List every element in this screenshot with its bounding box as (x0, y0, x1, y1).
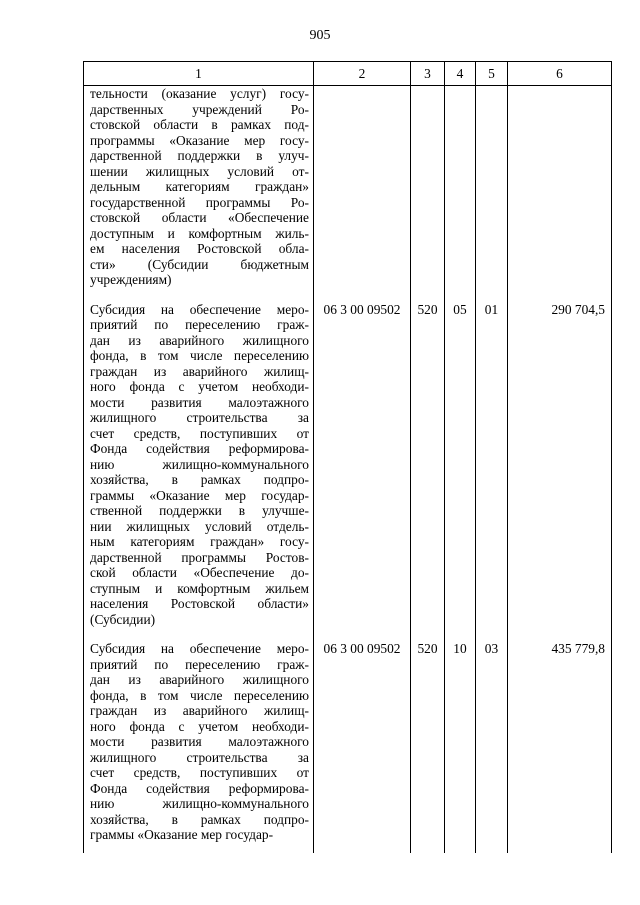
description-line: доступным и комфортным жиль- (90, 225, 309, 241)
description-line: хозяйства, в рамках подпро- (90, 472, 309, 487)
description-line: учреждениям) (90, 272, 172, 287)
row-description (84, 637, 314, 853)
subsection-code: 03 (476, 637, 508, 853)
row-description (84, 86, 314, 298)
expense-type: 520 (411, 298, 445, 638)
description-line: ступным и комфортным жильем (90, 580, 309, 596)
target-article-code: 06 3 00 09502 (314, 637, 411, 853)
description-line: ской области «Обеспечение до- (90, 565, 309, 580)
description-line: счет средств, поступивших от (90, 425, 309, 441)
description-line: дарственных учреждений Ро- (90, 101, 309, 117)
description-line: мости развития малоэтажного (90, 734, 309, 749)
section-code: 05 (445, 298, 476, 638)
description-line: приятий по переселению граж- (90, 656, 309, 672)
column-header-5: 5 (476, 62, 508, 86)
description-line: дарственной поддержки в улуч- (90, 148, 309, 163)
description-line: сти» (Субсидии бюджетным (90, 256, 309, 272)
description-line: Субсидия на обеспечение меро- (90, 641, 309, 656)
description-line: Фонда содействия реформирова- (90, 780, 309, 796)
page-number: 905 (309, 28, 331, 43)
column-header-6: 6 (508, 62, 612, 86)
description-line: мости развития малоэтажного (90, 394, 309, 410)
description-line: шении жилищных условий от- (90, 163, 309, 179)
description-line: дан из аварийного жилищного (90, 332, 309, 348)
target-article-code: 06 3 00 09502 (314, 298, 411, 638)
description-line: дан из аварийного жилищного (90, 672, 309, 687)
budget-table (83, 61, 612, 853)
description-line: Фонда содействия реформирова- (90, 441, 309, 456)
description-line: граммы «Оказание мер государ- (90, 827, 274, 842)
description-line: граждан из аварийного жилищ- (90, 703, 309, 718)
description-line: граммы «Оказание мер государ- (90, 487, 309, 503)
description-line: населения Ростовской области» (90, 596, 309, 611)
description-line: ственной поддержки в улучше- (90, 503, 309, 518)
amount: 435 779,8 (508, 637, 612, 853)
description-line: дельным категориям граждан» (90, 179, 309, 194)
expense-type (411, 86, 445, 298)
subsection-code: 01 (476, 298, 508, 638)
expense-type: 520 (411, 637, 445, 853)
description-line: фонда, в том числе переселению (90, 687, 309, 703)
description-line: ем населения Ростовской обла- (90, 241, 309, 256)
description-line: тельности (оказание услуг) госу- (90, 86, 309, 101)
description-line: дарственной программы Ростов- (90, 549, 309, 565)
table-row (84, 298, 612, 638)
description-line: граждан из аварийного жилищ- (90, 363, 309, 379)
amount: 290 704,5 (508, 298, 612, 638)
description-line: счет средств, поступивших от (90, 765, 309, 780)
description-line: ного фонда с учетом необходи- (90, 379, 309, 394)
table-body (84, 86, 612, 853)
column-header-4: 4 (445, 62, 476, 86)
table-row (84, 86, 612, 298)
amount (508, 86, 612, 298)
table-row (84, 637, 612, 853)
description-line: ным категориям граждан» госу- (90, 534, 309, 549)
description-line: программы «Оказание мер госу- (90, 132, 309, 148)
subsection-code (476, 86, 508, 298)
description-line: стовской области «Обеспечение (90, 210, 309, 225)
column-header-3: 3 (411, 62, 445, 86)
description-line: приятий по переселению граж- (90, 317, 309, 332)
description-line: фонда, в том числе переселению (90, 348, 309, 363)
row-description (84, 298, 314, 638)
target-article-code (314, 86, 411, 298)
description-line: государственной программы Ро- (90, 194, 309, 210)
description-line: жилищного строительства за (90, 749, 309, 765)
column-header-1: 1 (84, 62, 314, 86)
description-line: нию жилищно-коммунального (90, 796, 309, 811)
description-line: нии жилищных условий отдель- (90, 518, 309, 534)
section-code (445, 86, 476, 298)
description-line: хозяйства, в рамках подпро- (90, 811, 309, 827)
description-line: Субсидия на обеспечение меро- (90, 301, 309, 317)
description-line: стовской области в рамках под- (90, 117, 309, 132)
description-line: жилищного строительства за (90, 410, 309, 425)
section-code: 10 (445, 637, 476, 853)
column-header-2: 2 (314, 62, 411, 86)
description-line: нию жилищно-коммунального (90, 456, 309, 472)
description-line: ного фонда с учетом необходи- (90, 718, 309, 734)
table-header-row (84, 62, 612, 86)
description-line: (Субсидии) (90, 611, 156, 627)
